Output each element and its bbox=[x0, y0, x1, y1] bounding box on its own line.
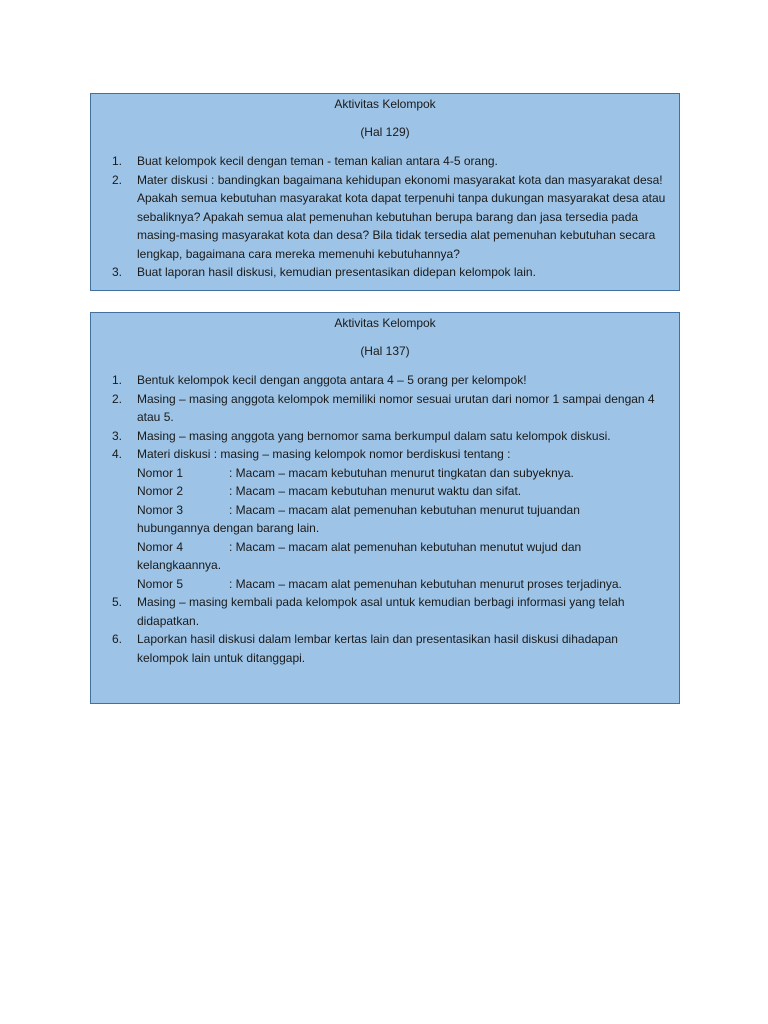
item-number: 1. bbox=[112, 154, 123, 168]
sub-item-nomor-3 bbox=[137, 501, 667, 520]
item-text: Buat laporan hasil diskusi, kemudian presentasikan didepan kelompok lain. bbox=[137, 265, 536, 279]
item-text: Masing – masing anggota kelompok memiliki nomor sesuai urutan dari nomor 1 sampai dengan 4 atau 5. bbox=[137, 391, 655, 424]
item-text: Buat kelompok kecil dengan teman - teman kalian antara 4-5 orang. bbox=[137, 154, 498, 168]
sub-item-label: Nomor 2 bbox=[137, 484, 184, 498]
sub-item-continuation: kelangkaannya. bbox=[137, 558, 222, 572]
item-number: 4. bbox=[112, 447, 123, 461]
item-text: Masing – masing kembali pada kelompok asal untuk kemudian berbagi informasi yang telah didapatkan. bbox=[137, 595, 625, 628]
sub-item-label: Nomor 4 bbox=[137, 539, 184, 554]
sub-item-label: Nomor 3 bbox=[137, 502, 184, 517]
sub-item-text: : Macam – macam alat pemenuhan kebutuhan menurut proses terjadinya. bbox=[229, 576, 622, 591]
activity-list bbox=[91, 152, 679, 282]
sub-item-text: : Macam – macam kebutuhan menurut tingkatan dan subyeknya. bbox=[229, 465, 574, 480]
list-item bbox=[91, 593, 679, 630]
box-page-ref: (Hal 137) bbox=[360, 344, 410, 358]
activity-box-hal-129 bbox=[90, 93, 680, 291]
sub-item-continuation: hubungannya dengan barang lain. bbox=[137, 521, 320, 535]
item-number: 1. bbox=[112, 373, 123, 387]
item-number: 2. bbox=[112, 172, 123, 187]
sub-item-nomor-4 bbox=[137, 538, 667, 557]
item-number: 6. bbox=[112, 632, 123, 646]
sub-item-text: : Macam – macam alat pemenuhan kebutuhan menutut wujud dan bbox=[229, 539, 582, 554]
sub-list bbox=[137, 464, 667, 594]
sub-item-text: : Macam – macam kebutuhan menurut waktu dan sifat. bbox=[229, 484, 522, 498]
activity-list bbox=[91, 371, 679, 667]
list-item bbox=[91, 152, 679, 171]
item-text: Mater diskusi : bandingkan bagaimana kehidupan ekonomi masyarakat kota dan masyarakat desa! Apakah semua kebutuhan masyarakat kota dapat terpenuhi tanpa dukungan masyarakat desa atau sebaliknya? Apakah semua alat pemenuhan kebutuhan berupa barang dan jasa tersedia pada masing-masing masyarakat kota dan desa? Bila tidak tersedia alat pemenuhan kebutuhan secara lengkap, bagaimana cara mereka memenuhi kebutuhannya? bbox=[137, 172, 666, 261]
item-number: 2. bbox=[112, 391, 123, 406]
sub-item-label: Nomor 1 bbox=[137, 465, 184, 480]
list-item bbox=[91, 445, 679, 593]
sub-item-text: : Macam – macam alat pemenuhan kebutuhan menurut tujuandan bbox=[229, 502, 580, 517]
box-title: Aktivitas Kelompok bbox=[334, 316, 436, 330]
item-text: Materi diskusi : masing – masing kelompok nomor berdiskusi tentang : bbox=[137, 447, 511, 461]
sub-item-nomor-1 bbox=[137, 464, 667, 483]
item-text: Bentuk kelompok kecil dengan anggota antara 4 – 5 orang per kelompok! bbox=[137, 373, 527, 387]
list-item bbox=[91, 263, 679, 282]
sub-item-nomor-5 bbox=[137, 575, 667, 594]
list-item bbox=[91, 390, 679, 427]
item-text: Masing – masing anggota yang bernomor sama berkumpul dalam satu kelompok diskusi. bbox=[137, 428, 611, 443]
box-page-ref: (Hal 129) bbox=[360, 125, 410, 139]
list-item bbox=[91, 630, 679, 667]
box-title: Aktivitas Kelompok bbox=[334, 97, 436, 111]
item-number: 5. bbox=[112, 595, 123, 609]
sub-item-label: Nomor 5 bbox=[137, 576, 184, 591]
item-number: 3. bbox=[112, 428, 123, 443]
sub-item-nomor-2 bbox=[137, 482, 667, 501]
list-item bbox=[91, 427, 679, 446]
item-text: Laporkan hasil diskusi dalam lembar kertas lain dan presentasikan hasil diskusi dihadapan kelompok lain untuk ditanggapi. bbox=[137, 632, 618, 665]
list-item bbox=[91, 171, 679, 264]
list-item bbox=[91, 371, 679, 390]
activity-box-hal-137 bbox=[90, 312, 680, 704]
item-number: 3. bbox=[112, 265, 123, 279]
